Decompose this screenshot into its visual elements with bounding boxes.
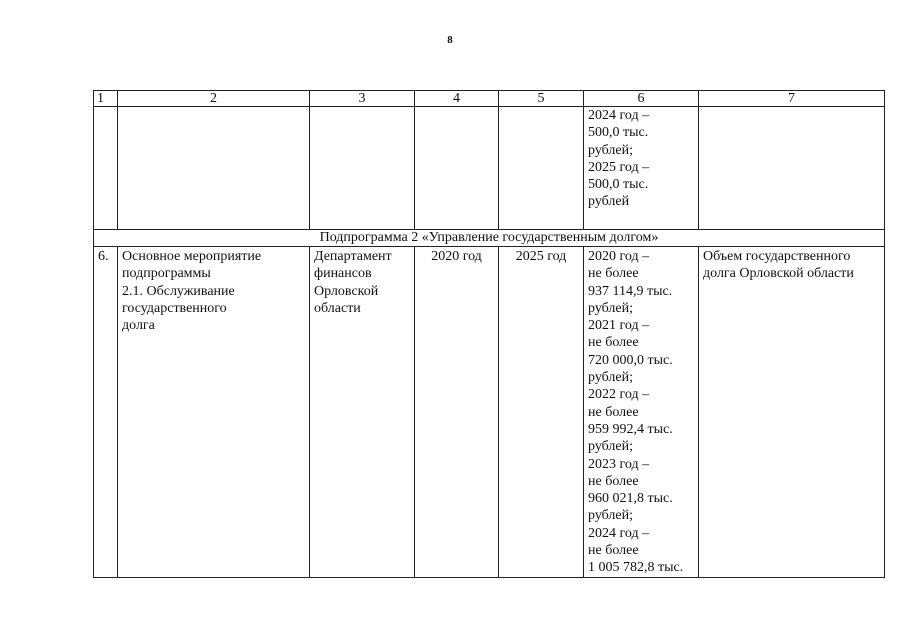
header-col-1: 1	[94, 91, 118, 107]
event-name-cell: Основное мероприятие подпрограммы 2.1. Обслуживание государственного долга	[118, 247, 310, 578]
page-number: 8	[447, 34, 453, 46]
header-col-5: 5	[499, 91, 584, 107]
continuation-cell-4	[415, 107, 499, 230]
continuation-cell-2	[118, 107, 310, 230]
section-row	[94, 230, 885, 247]
indicator-cell: Объем государственного долга Орловской области	[699, 247, 885, 578]
header-col-2: 2	[118, 91, 310, 107]
continuation-cell-1	[94, 107, 118, 230]
table-header-row	[94, 91, 885, 107]
continuation-cell-7	[699, 107, 885, 230]
header-col-7: 7	[699, 91, 885, 107]
end-year-cell: 2025 год	[499, 247, 584, 578]
subprogram-title: Подпрограмма 2 «Управление государственным долгом»	[94, 230, 885, 247]
continuation-cell-5	[499, 107, 584, 230]
funding-cell: 2020 год – не более 937 114,9 тыс. рублей; 2021 год – не более 720 000,0 тыс. рублей; 2022 год – не более 959 992,4 тыс. рублей; 2023 год – не более 960 021,8 тыс. рублей; 2024 год – не более 1 005 782,8 тыс.	[584, 247, 699, 578]
continuation-cell-3	[310, 107, 415, 230]
row-number: 6.	[94, 247, 118, 578]
header-col-3: 3	[310, 91, 415, 107]
table-row	[94, 247, 885, 578]
header-col-6: 6	[584, 91, 699, 107]
continuation-funding-cell: 2024 год – 500,0 тыс. рублей; 2025 год – 500,0 тыс. рублей	[584, 107, 699, 230]
program-table	[93, 90, 885, 578]
continuation-row	[94, 107, 885, 230]
header-col-4: 4	[415, 91, 499, 107]
start-year-cell: 2020 год	[415, 247, 499, 578]
executor-cell: Департамент финансов Орловской области	[310, 247, 415, 578]
